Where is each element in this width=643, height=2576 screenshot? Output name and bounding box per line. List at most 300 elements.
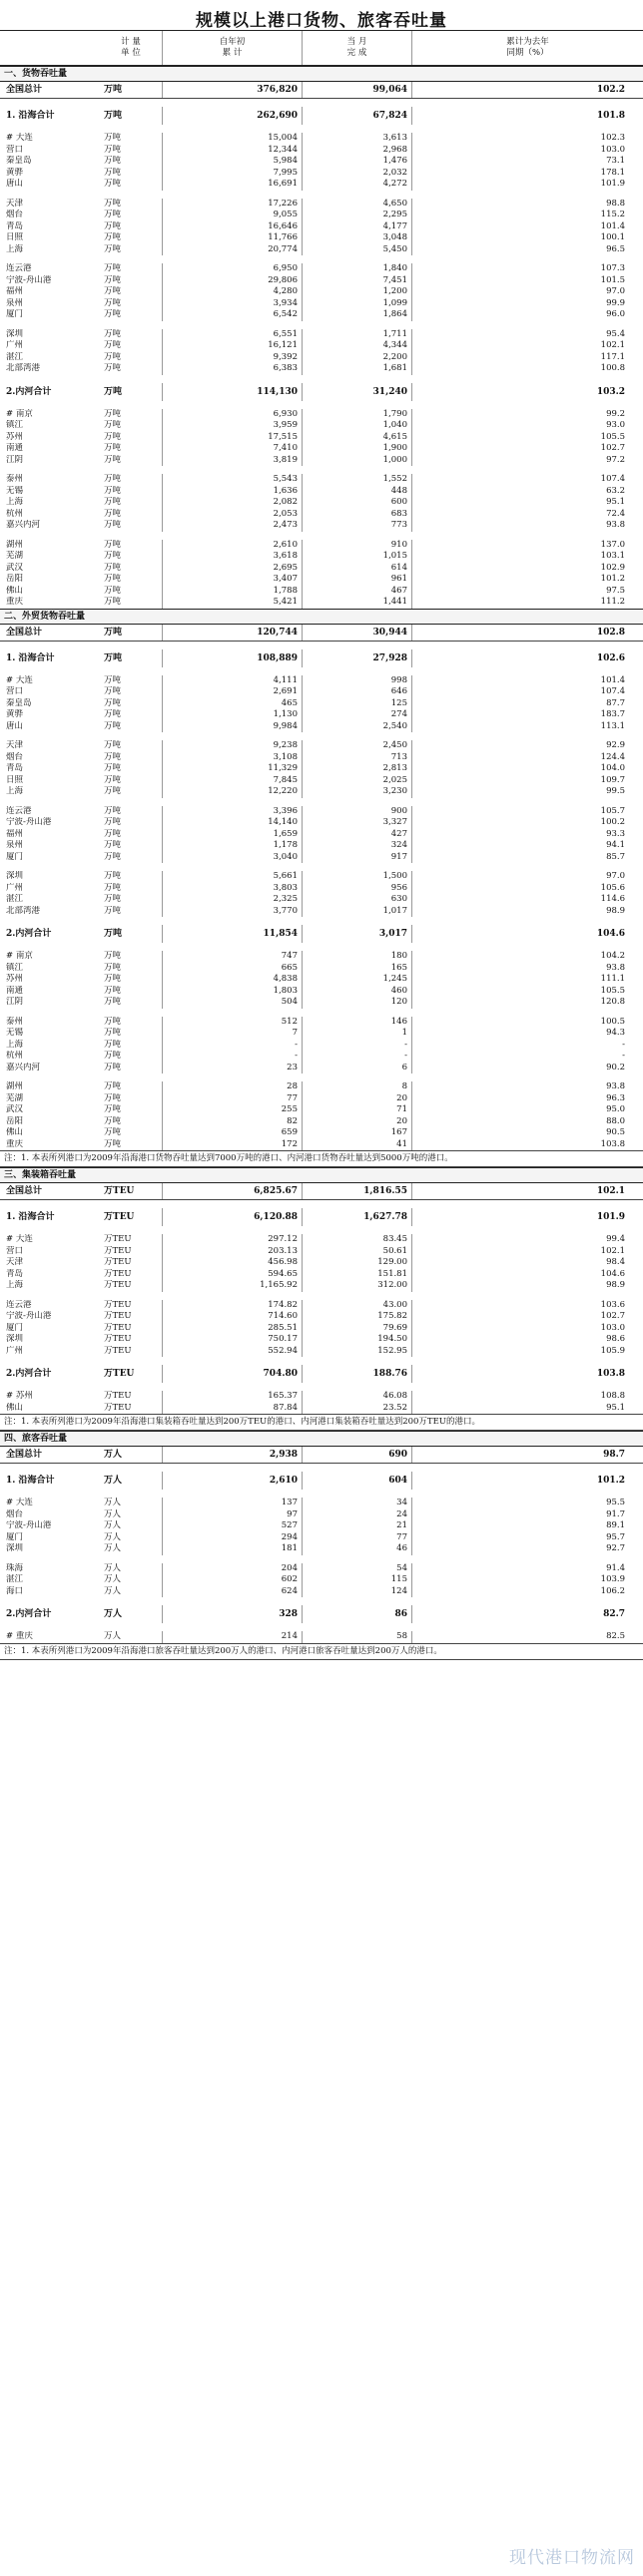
month-cell: 4,344 <box>302 340 411 352</box>
cumulative-cell: 11,329 <box>162 763 302 775</box>
table-row <box>0 709 643 721</box>
table-row <box>0 221 643 233</box>
row-spacer <box>0 1009 643 1017</box>
month-cell: 2,540 <box>302 721 411 733</box>
yoy-percent-cell: 105.6 <box>411 883 643 895</box>
yoy-percent-cell: 97.0 <box>411 286 643 298</box>
table-row <box>0 1017 643 1029</box>
port-name: 佛山 <box>6 1127 24 1137</box>
cumulative-cell: 203.13 <box>162 1246 302 1258</box>
yoy-percent-cell: 102.7 <box>411 1311 643 1323</box>
yoy-percent-cell: 101.9 <box>411 1208 643 1226</box>
unit-cell: 万吨 <box>104 763 122 773</box>
yoy-percent-cell: 103.8 <box>411 1365 643 1383</box>
cumulative-cell: 214 <box>162 1631 302 1643</box>
port-name: 宁波-舟山港 <box>6 1520 52 1530</box>
table-row <box>0 906 643 918</box>
table-row <box>0 597 643 609</box>
table-row <box>0 829 643 841</box>
cumulative-cell: 602 <box>162 1574 302 1586</box>
port-name: 福州 <box>6 828 24 839</box>
row-spacer <box>0 1597 643 1605</box>
cumulative-cell: 504 <box>162 997 302 1009</box>
yoy-percent-cell: 105.5 <box>411 986 643 998</box>
table-row <box>0 1543 643 1555</box>
total-row <box>0 1447 643 1464</box>
yoy-percent-cell: 103.9 <box>411 1574 643 1586</box>
table-row <box>0 1520 643 1532</box>
yoy-percent-cell: 101.2 <box>411 1472 643 1490</box>
port-name: 营口 <box>6 686 24 696</box>
unit-cell: 万吨 <box>104 210 122 219</box>
unit-cell: 万吨 <box>104 828 122 839</box>
table-row <box>0 540 643 552</box>
yoy-percent-cell: 82.5 <box>411 1631 643 1643</box>
port-name: 芜湖 <box>6 1092 24 1103</box>
row-spacer <box>0 401 643 409</box>
cumulative-cell: 29,806 <box>162 275 302 287</box>
subtotal-row <box>0 1365 643 1383</box>
cumulative-cell: 294 <box>162 1532 302 1544</box>
cumulative-cell: 2,473 <box>162 520 302 532</box>
table-row <box>0 852 643 864</box>
table-row <box>0 309 643 321</box>
port-name: 武汉 <box>6 562 24 573</box>
unit-cell: 万吨 <box>104 1081 122 1091</box>
yoy-percent-cell: 96.3 <box>411 1093 643 1105</box>
header-month-top: 当 月 <box>346 37 367 47</box>
cumulative-cell: 3,407 <box>162 574 302 586</box>
port-name: 南通 <box>6 443 24 453</box>
yoy-percent-cell: 107.4 <box>411 474 643 486</box>
row-spacer <box>0 1383 643 1391</box>
yoy-percent-cell: 113.1 <box>411 721 643 733</box>
port-name: 青岛 <box>6 220 24 231</box>
table-row <box>0 199 643 211</box>
yoy-percent-cell: 89.1 <box>411 1520 643 1532</box>
table-row <box>0 1093 643 1105</box>
table-row <box>0 179 643 191</box>
cumulative-cell: 594.65 <box>162 1269 302 1281</box>
unit-cell: 万人 <box>104 1476 123 1486</box>
yoy-percent-cell: 91.4 <box>411 1563 643 1575</box>
month-cell: 58 <box>302 1631 411 1643</box>
yoy-percent-cell: 105.7 <box>411 806 643 818</box>
unit-cell: 万吨 <box>104 386 123 397</box>
port-name: 湛江 <box>6 351 24 362</box>
unit-cell: 万吨 <box>104 774 122 785</box>
cumulative-cell: 1,659 <box>162 829 302 841</box>
header-unit-bottom: 单 位 <box>121 48 141 58</box>
row-spacer <box>0 375 643 383</box>
table-row <box>0 551 643 563</box>
header-cum-col <box>162 31 302 65</box>
month-cell: 46.08 <box>302 1391 411 1403</box>
section-title: 三、集装箱吞吐量 <box>0 1167 643 1183</box>
table-row <box>0 1269 643 1281</box>
port-name: 1. 沿海合计 <box>6 652 55 663</box>
port-name: 上海 <box>6 497 24 507</box>
port-name: 2.内河合计 <box>6 1369 52 1379</box>
table-row <box>0 520 643 532</box>
table-row <box>0 871 643 883</box>
unit-cell: 万吨 <box>104 274 122 285</box>
port-name: 重庆 <box>6 597 24 607</box>
cumulative-cell: 4,838 <box>162 974 302 986</box>
yoy-percent-cell: 97.5 <box>411 586 643 598</box>
port-name: 烟台 <box>6 1508 24 1519</box>
month-cell: 7,451 <box>302 275 411 287</box>
header-unit-col <box>100 31 162 65</box>
port-name: 武汉 <box>6 1104 24 1114</box>
cumulative-cell: 297.12 <box>162 1234 302 1246</box>
month-cell: 83.45 <box>302 1234 411 1246</box>
unit-cell: 万吨 <box>104 840 122 850</box>
cumulative-cell: 2,610 <box>162 540 302 552</box>
month-cell: 1,816.55 <box>302 1183 411 1199</box>
port-name: 全国总计 <box>6 1450 43 1460</box>
table-row <box>0 420 643 432</box>
unit-cell: 万吨 <box>104 805 122 816</box>
month-cell: 1,552 <box>302 474 411 486</box>
table-row <box>0 1040 643 1052</box>
yoy-percent-cell: 102.9 <box>411 563 643 575</box>
unit-cell: 万TEU <box>104 1257 132 1267</box>
total-row <box>0 82 643 99</box>
port-name: 上海 <box>6 786 24 796</box>
month-cell: 467 <box>302 586 411 598</box>
yoy-percent-cell: 107.4 <box>411 686 643 698</box>
table-row <box>0 574 643 586</box>
table-row <box>0 698 643 710</box>
port-name: 厦门 <box>6 851 24 862</box>
cumulative-cell: 7,845 <box>162 775 302 787</box>
unit-cell: 万吨 <box>104 551 122 561</box>
header-pct-top: 累计为去年 <box>506 37 549 47</box>
port-name: 佛山 <box>6 585 24 596</box>
row-spacer <box>0 532 643 540</box>
yoy-percent-cell: 106.2 <box>411 1586 643 1598</box>
unit-cell: 万吨 <box>104 309 122 319</box>
cumulative-cell: 5,543 <box>162 474 302 486</box>
row-spacer <box>0 1073 643 1081</box>
port-name: 黄骅 <box>6 167 24 178</box>
unit-cell: 万吨 <box>104 454 122 465</box>
cumulative-cell: 6,950 <box>162 263 302 275</box>
month-cell: 713 <box>302 752 411 764</box>
yoy-percent-cell: 92.9 <box>411 740 643 752</box>
table-row <box>0 1127 643 1139</box>
total-row <box>0 625 643 642</box>
unit-cell: 万吨 <box>104 817 122 827</box>
port-name: 全国总计 <box>6 1186 43 1196</box>
table-row <box>0 1063 643 1074</box>
yoy-percent-cell: 82.7 <box>411 1605 643 1623</box>
unit-cell: 万人 <box>104 1609 123 1619</box>
port-name: 营口 <box>6 1245 24 1256</box>
table-row <box>0 951 643 963</box>
yoy-percent-cell: 104.2 <box>411 951 643 963</box>
row-spacer <box>0 255 643 263</box>
port-name: 南通 <box>6 985 24 996</box>
table-row <box>0 474 643 486</box>
yoy-percent-cell: 98.4 <box>411 1257 643 1269</box>
table-row <box>0 497 643 509</box>
month-cell: 900 <box>302 806 411 818</box>
month-cell: 151.81 <box>302 1269 411 1281</box>
unit-cell: 万TEU <box>104 1369 135 1379</box>
unit-cell: 万吨 <box>104 740 122 750</box>
unit-cell: 万TEU <box>104 1311 132 1321</box>
cumulative-cell: 1,178 <box>162 840 302 852</box>
month-cell: 1,476 <box>302 156 411 168</box>
month-cell: 125 <box>302 698 411 710</box>
unit-cell: 万吨 <box>104 133 122 143</box>
unit-cell: 万吨 <box>104 1062 122 1073</box>
month-cell: 31,240 <box>302 383 411 401</box>
port-name: 宁波-舟山港 <box>6 1311 52 1321</box>
unit-cell: 万吨 <box>104 144 122 155</box>
port-name: 湛江 <box>6 1574 24 1584</box>
cumulative-cell: 4,111 <box>162 675 302 687</box>
port-name: 秦皇岛 <box>6 156 32 166</box>
cumulative-cell: 3,108 <box>162 752 302 764</box>
row-spacer <box>0 667 643 675</box>
port-name: 营口 <box>6 144 24 155</box>
cumulative-cell: 23 <box>162 1063 302 1074</box>
cumulative-cell: 1,130 <box>162 709 302 721</box>
table-body <box>0 66 643 1660</box>
month-cell: 146 <box>302 1017 411 1029</box>
table-row <box>0 1257 643 1269</box>
cumulative-cell: 750.17 <box>162 1334 302 1346</box>
unit-cell: 万吨 <box>104 508 122 519</box>
unit-cell: 万吨 <box>104 297 122 308</box>
port-name: 北部湾港 <box>6 363 41 373</box>
unit-cell: 万吨 <box>104 720 122 731</box>
port-name: 泰州 <box>6 474 24 484</box>
month-cell: 646 <box>302 686 411 698</box>
month-cell: 600 <box>302 497 411 509</box>
port-name: 1. 沿海合计 <box>6 1476 55 1486</box>
header-unit-top: 计 量 <box>121 37 141 47</box>
cumulative-cell: 3,959 <box>162 420 302 432</box>
yoy-percent-cell: 105.5 <box>411 432 643 444</box>
port-name: 泉州 <box>6 840 24 850</box>
port-name: 烟台 <box>6 751 24 762</box>
table-row <box>0 340 643 352</box>
cumulative-cell: 6,542 <box>162 309 302 321</box>
port-name: 嘉兴内河 <box>6 1062 41 1073</box>
port-name: 湛江 <box>6 894 24 904</box>
unit-cell: 万吨 <box>104 562 122 573</box>
yoy-percent-cell: 102.1 <box>411 340 643 352</box>
row-spacer <box>0 1292 643 1300</box>
port-name: 上海 <box>6 1280 24 1290</box>
month-cell: 1,681 <box>302 363 411 375</box>
cumulative-cell: 16,691 <box>162 179 302 191</box>
month-cell: 312.00 <box>302 1280 411 1292</box>
month-cell: 46 <box>302 1543 411 1555</box>
table-row <box>0 1028 643 1040</box>
month-cell: 2,968 <box>302 145 411 157</box>
yoy-percent-cell: - <box>411 1040 643 1052</box>
yoy-percent-cell: 99.5 <box>411 786 643 798</box>
month-cell: 1,015 <box>302 551 411 563</box>
port-name: 天津 <box>6 1257 24 1267</box>
yoy-percent-cell: 99.4 <box>411 1234 643 1246</box>
cumulative-cell: 3,934 <box>162 298 302 310</box>
unit-cell: 万吨 <box>104 1104 122 1114</box>
unit-cell: 万吨 <box>104 474 122 484</box>
table-row <box>0 817 643 829</box>
cumulative-cell: 5,421 <box>162 597 302 609</box>
month-cell: 43.00 <box>302 1300 411 1312</box>
yoy-percent-cell: 111.2 <box>411 597 643 609</box>
yoy-percent-cell: 104.6 <box>411 1269 643 1281</box>
month-cell: 961 <box>302 574 411 586</box>
port-name: 厦门 <box>6 309 24 319</box>
unit-cell: 万人 <box>104 1574 122 1584</box>
table-row <box>0 1139 643 1151</box>
month-cell: 54 <box>302 1563 411 1575</box>
yoy-percent-cell: 111.1 <box>411 974 643 986</box>
unit-cell: 万吨 <box>104 997 122 1007</box>
unit-cell: 万人 <box>104 1562 122 1573</box>
yoy-percent-cell: 103.8 <box>411 1139 643 1151</box>
month-cell: 41 <box>302 1139 411 1151</box>
table-row <box>0 1280 643 1292</box>
subtotal-row <box>0 107 643 125</box>
cumulative-cell: 665 <box>162 963 302 975</box>
unit-cell: 万TEU <box>104 1186 135 1196</box>
table-row <box>0 432 643 444</box>
month-cell: 2,025 <box>302 775 411 787</box>
cumulative-cell: - <box>162 1040 302 1052</box>
table-row <box>0 168 643 180</box>
table-row <box>0 986 643 998</box>
table-row <box>0 443 643 455</box>
unit-cell: 万吨 <box>104 497 122 507</box>
port-name: # 南京 <box>6 408 33 419</box>
table-row <box>0 675 643 687</box>
month-cell: 120 <box>302 997 411 1009</box>
unit-cell: 万吨 <box>104 894 122 904</box>
month-cell: 2,200 <box>302 352 411 364</box>
month-cell: 86 <box>302 1605 411 1623</box>
unit-cell: 万吨 <box>104 1115 122 1126</box>
cumulative-cell: 465 <box>162 698 302 710</box>
unit-cell: 万TEU <box>104 1245 132 1256</box>
table-row <box>0 286 643 298</box>
cumulative-cell: 1,636 <box>162 486 302 498</box>
month-cell: 27,928 <box>302 649 411 667</box>
table-row <box>0 1346 643 1358</box>
port-name: 芜湖 <box>6 551 24 561</box>
unit-cell: 万吨 <box>104 1051 122 1061</box>
yoy-percent-cell: 98.6 <box>411 1334 643 1346</box>
subtotal-row <box>0 649 643 667</box>
unit-cell: 万吨 <box>104 929 123 939</box>
table-row <box>0 1574 643 1586</box>
port-name: 嘉兴内河 <box>6 520 41 530</box>
port-name: 全国总计 <box>6 85 43 95</box>
table-row <box>0 455 643 467</box>
port-name: 海口 <box>6 1585 24 1596</box>
subtotal-row <box>0 1472 643 1490</box>
port-name: 黄骅 <box>6 709 24 719</box>
table-row <box>0 1391 643 1403</box>
port-name: 日照 <box>6 774 24 785</box>
month-cell: 175.82 <box>302 1311 411 1323</box>
table-row <box>0 1403 643 1415</box>
port-name: 上海 <box>6 1039 24 1050</box>
table-note: 注：1. 本表所列港口为2009年沿海港口旅客吞吐量达到200万人的港口、内河港口旅客吞吐量达到200万人的港口。 <box>0 1643 643 1660</box>
unit-cell: 万人 <box>104 1450 123 1460</box>
table-row <box>0 883 643 895</box>
month-cell: 630 <box>302 894 411 906</box>
month-cell: 8 <box>302 1081 411 1093</box>
table-row <box>0 963 643 975</box>
yoy-percent-cell: 90.2 <box>411 1063 643 1074</box>
cumulative-cell: 714.60 <box>162 1311 302 1323</box>
unit-cell: 万人 <box>104 1631 122 1641</box>
unit-cell: 万吨 <box>104 520 122 530</box>
cumulative-cell: 120,744 <box>162 625 302 641</box>
month-cell: 1,790 <box>302 409 411 421</box>
yoy-percent-cell: 102.8 <box>411 625 643 641</box>
section-title: 二、外贸货物吞吐量 <box>0 609 643 625</box>
month-cell: 20 <box>302 1093 411 1105</box>
month-cell: 1 <box>302 1028 411 1040</box>
port-name: # 大连 <box>6 1234 33 1244</box>
yoy-percent-cell: 101.2 <box>411 574 643 586</box>
port-name: 1. 沿海合计 <box>6 1212 55 1222</box>
month-cell: 2,295 <box>302 210 411 221</box>
yoy-percent-cell: 96.0 <box>411 309 643 321</box>
unit-cell: 万TEU <box>104 1280 132 1290</box>
port-name: 无锡 <box>6 1028 24 1038</box>
month-cell: 23.52 <box>302 1403 411 1415</box>
month-cell: 165 <box>302 963 411 975</box>
unit-cell: 万吨 <box>104 597 122 607</box>
yoy-percent-cell: 101.8 <box>411 107 643 125</box>
unit-cell: 万吨 <box>104 485 122 496</box>
yoy-percent-cell: 101.4 <box>411 675 643 687</box>
month-cell: 152.95 <box>302 1346 411 1358</box>
table-row <box>0 486 643 498</box>
unit-cell: 万TEU <box>104 1299 132 1310</box>
month-cell: 4,177 <box>302 221 411 233</box>
unit-cell: 万TEU <box>104 1234 132 1244</box>
table-row <box>0 1300 643 1312</box>
row-spacer <box>0 943 643 951</box>
table-row <box>0 752 643 764</box>
table-row <box>0 1051 643 1063</box>
table-row <box>0 997 643 1009</box>
cumulative-cell: 7,410 <box>162 443 302 455</box>
unit-cell: 万吨 <box>104 985 122 996</box>
table-note: 注：1. 本表所列港口为2009年沿海港口货物吞吐量达到7000万吨的港口、内河港口货物吞吐量达到5000万吨的港口。 <box>0 1150 643 1167</box>
yoy-percent-cell: 117.1 <box>411 352 643 364</box>
unit-cell: 万吨 <box>104 1016 122 1027</box>
month-cell: 167 <box>302 1127 411 1139</box>
row-spacer <box>0 1464 643 1472</box>
cumulative-cell: 3,396 <box>162 806 302 818</box>
yoy-percent-cell: 95.7 <box>411 1532 643 1544</box>
yoy-percent-cell: 94.1 <box>411 840 643 852</box>
month-cell: 2,032 <box>302 168 411 180</box>
